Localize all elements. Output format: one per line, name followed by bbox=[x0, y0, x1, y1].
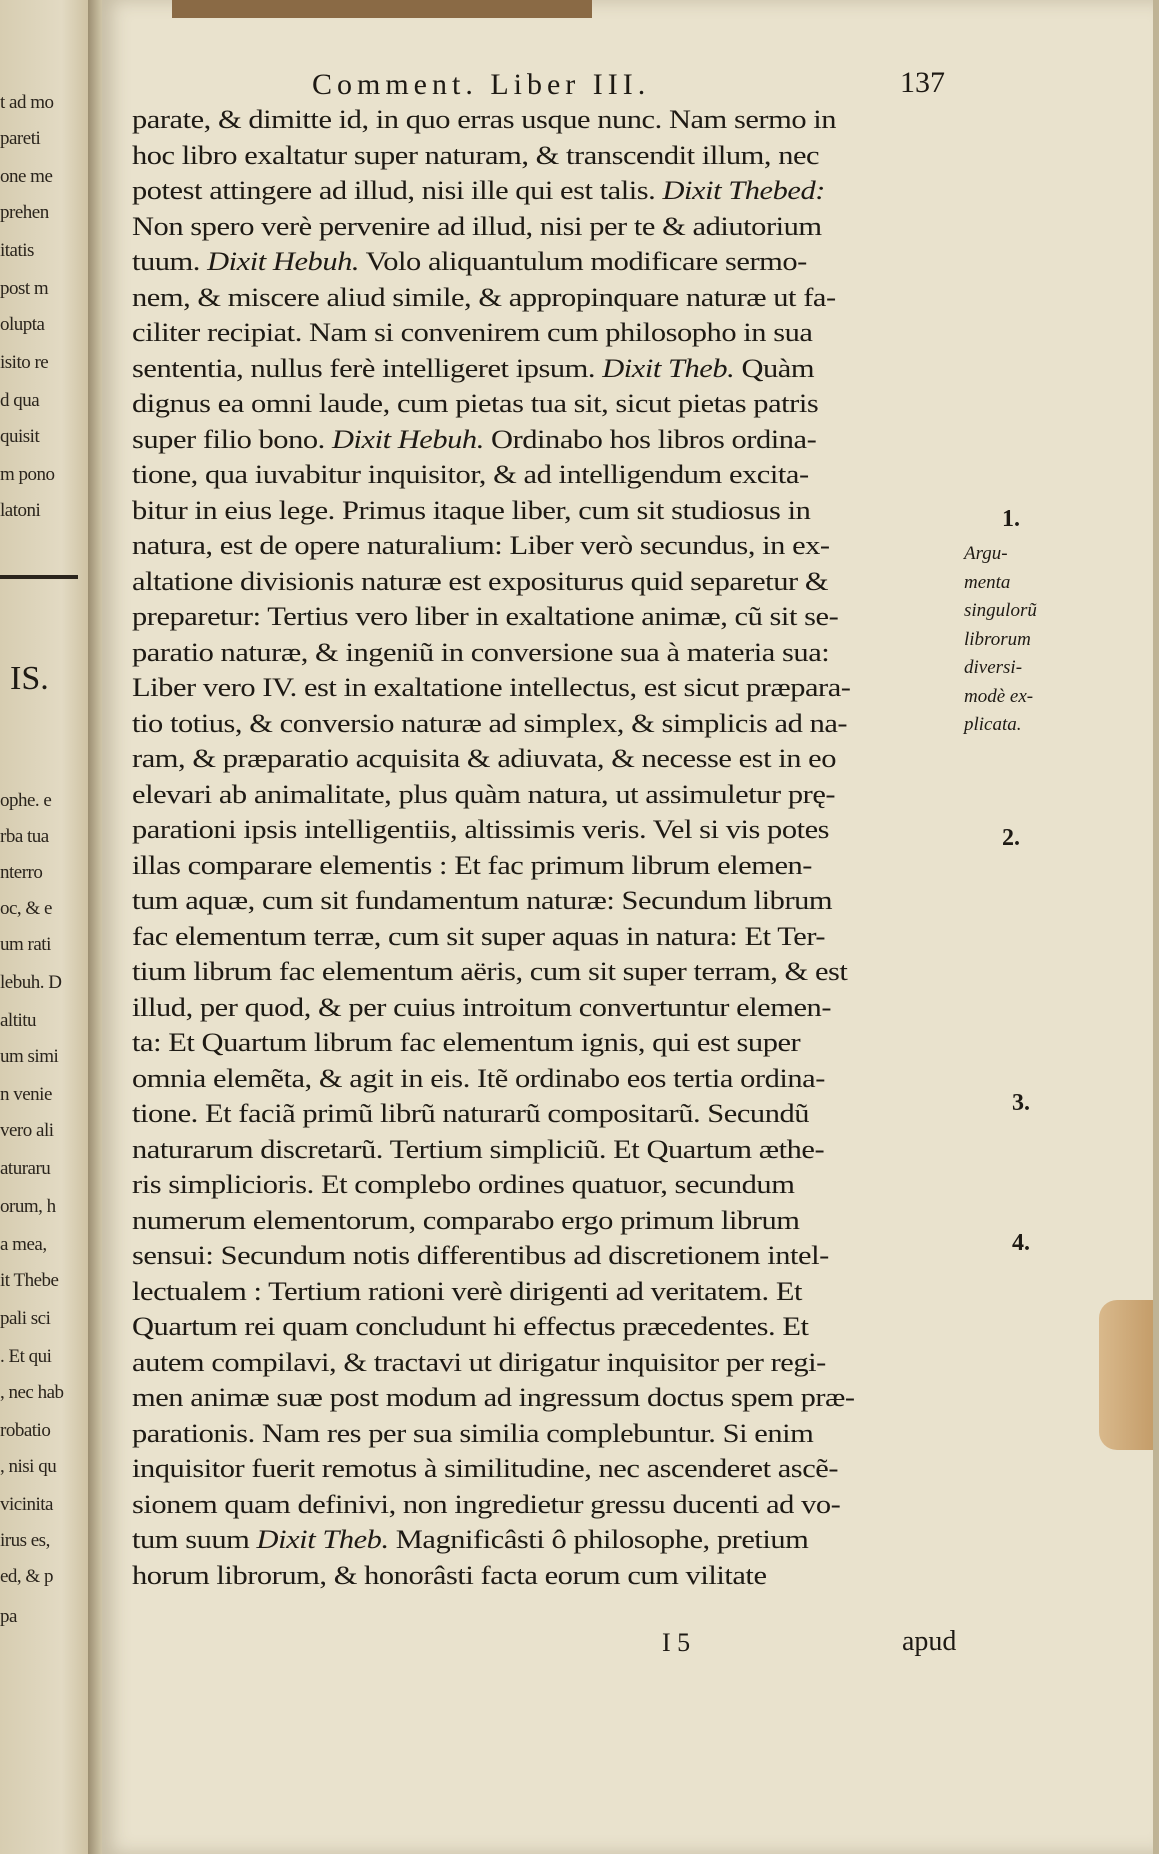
text-line bbox=[132, 1416, 1110, 1452]
text-segment: fac elementum terræ, cum sit super aquas in natura: Et Ter- bbox=[132, 920, 826, 951]
facing-page-fragment: it Thebe bbox=[0, 1270, 59, 1291]
text-line bbox=[132, 386, 1110, 422]
marginal-note-line: modè ex- bbox=[964, 685, 1034, 707]
book-gutter bbox=[88, 0, 102, 1854]
text-line bbox=[132, 244, 1110, 280]
facing-page-fragment: robatio bbox=[0, 1420, 51, 1441]
text-segment: autem compilavi, & tractavi ut dirigatur inquisitor per regi- bbox=[132, 1346, 826, 1377]
text-segment: tuum. bbox=[132, 246, 208, 276]
text-segment: illas comparare elementis : Et fac primum librum elemen- bbox=[132, 849, 812, 880]
facing-page-fragment: nterro bbox=[0, 862, 43, 883]
text-line bbox=[132, 919, 1110, 955]
text-line bbox=[132, 351, 1110, 387]
margin-number: 2. bbox=[1002, 825, 1020, 851]
text-line bbox=[132, 635, 1110, 671]
facing-page-fragment: latoni bbox=[0, 500, 41, 521]
text-line bbox=[132, 1380, 1110, 1416]
text-segment: super filio bono. bbox=[132, 423, 332, 454]
text-line bbox=[132, 1238, 1110, 1274]
text-line bbox=[132, 812, 1110, 848]
facing-page-fragment: one me bbox=[0, 166, 53, 187]
facing-page-fragment: pa bbox=[0, 1606, 17, 1627]
text-line bbox=[132, 1096, 1110, 1132]
speaker-name: Dixit Thebed: bbox=[662, 175, 825, 205]
catchword: apud bbox=[902, 1626, 957, 1657]
facing-page-fragment: pareti bbox=[0, 128, 41, 149]
facing-page-fragment: vicinita bbox=[0, 1494, 53, 1515]
text-line bbox=[132, 1061, 1110, 1097]
facing-page-fragment: prehen bbox=[0, 202, 49, 223]
margin-number: 3. bbox=[1012, 1090, 1030, 1116]
text-line bbox=[132, 1522, 1110, 1558]
text-segment: horum librorum, & honorâsti facta eorum cum vilitate bbox=[132, 1559, 767, 1590]
facing-page-fragment: pali sci bbox=[0, 1308, 51, 1329]
text-segment: Volo aliquantulum modificare sermo- bbox=[359, 246, 807, 276]
facing-page-fragment: ed, & p bbox=[0, 1566, 53, 1587]
text-line bbox=[132, 706, 1110, 742]
text-line bbox=[132, 209, 1110, 245]
text-segment: inquisitor fuerit remotus à similitudine, nec ascenderet ascẽ- bbox=[132, 1453, 839, 1483]
text-segment: ris simplicioris. Et complebo ordines quatuor, secundum bbox=[132, 1169, 795, 1199]
binding-stripe bbox=[172, 0, 592, 18]
page-number: 137 bbox=[900, 66, 945, 99]
text-line bbox=[132, 670, 1110, 706]
facing-page-fragment: m pono bbox=[0, 464, 55, 485]
text-segment: Magnificâsti ô philosophe, pretium bbox=[388, 1524, 809, 1554]
facing-page-fragment: d qua bbox=[0, 390, 40, 411]
text-segment: altatione divisionis naturæ est expositurus quid separetur & bbox=[132, 565, 829, 596]
text-line bbox=[132, 599, 1110, 635]
marginal-note-line: diversi- bbox=[964, 657, 1023, 678]
text-segment: tium librum fac elementum aëris, cum sit super terram, & est bbox=[132, 956, 848, 986]
marginal-note-line: plicata. bbox=[964, 714, 1022, 735]
text-segment: sensui: Secundum notis differentibus ad discretionem intel- bbox=[132, 1240, 829, 1270]
marginal-note-line: menta bbox=[964, 571, 1011, 593]
facing-page-fragment: quisit bbox=[0, 426, 40, 447]
text-segment: preparetur: Tertius vero liber in exaltatione animæ, cũ sit se- bbox=[132, 601, 839, 631]
page-edge bbox=[1153, 0, 1159, 1854]
facing-page-fragment: ophe. e bbox=[0, 790, 52, 811]
text-segment: numerum elementorum, comparabo ergo primum librum bbox=[132, 1204, 800, 1235]
text-segment: potest attingere ad illud, nisi ille qui est talis. bbox=[132, 175, 663, 205]
facing-page-fragment: a mea, bbox=[0, 1234, 47, 1255]
text-line bbox=[132, 1025, 1110, 1061]
text-segment: ram, & præparatio acquisita & adiuvata, & necesse est in eo bbox=[132, 743, 837, 773]
text-line bbox=[132, 1309, 1110, 1345]
facing-page-fragment: irus es, bbox=[0, 1530, 50, 1551]
facing-page-rule bbox=[0, 575, 78, 579]
text-line bbox=[132, 777, 1110, 813]
text-segment: tum suum bbox=[132, 1524, 257, 1554]
speaker-name: Dixit Theb. bbox=[256, 1524, 389, 1554]
facing-page-heading: IS. bbox=[10, 660, 49, 697]
facing-page-fragment: olupta bbox=[0, 314, 45, 335]
text-segment: parationi ipsis intelligentiis, altissimis veris. Vel si vis potes bbox=[132, 814, 830, 844]
text-segment: hoc libro exaltatur super naturam, & transcendit illum, nec bbox=[132, 139, 820, 170]
signature-mark: I 5 bbox=[662, 1628, 691, 1657]
text-line bbox=[132, 1167, 1110, 1203]
text-segment: bitur in eius lege. Primus itaque liber, cum sit studiosus in bbox=[132, 494, 811, 525]
facing-page-fragment: post m bbox=[0, 278, 49, 299]
text-line bbox=[132, 1203, 1110, 1239]
text-line bbox=[132, 564, 1110, 600]
text-line bbox=[132, 1132, 1110, 1168]
text-segment: parate, & dimitte id, in quo erras usque nunc. Nam sermo in bbox=[132, 104, 837, 134]
margin-number: 1. bbox=[1002, 506, 1020, 532]
text-line bbox=[132, 102, 1110, 138]
text-segment: tione. Et faciã primũ librũ naturarũ compositarũ. Secundũ bbox=[132, 1098, 810, 1128]
text-segment: sententia, nullus ferè intelligeret ipsum. bbox=[132, 352, 603, 383]
text-segment: men animæ suæ post modum ad ingressum doctus spem præ- bbox=[132, 1382, 855, 1412]
text-segment: ta: Et Quartum librum fac elementum ignis, qui est super bbox=[132, 1027, 801, 1057]
text-segment: illud, per quod, & per cuius introitum convertuntur elemen- bbox=[132, 991, 832, 1022]
book-page bbox=[102, 0, 1159, 1854]
facing-page-fragment: isito re bbox=[0, 352, 49, 373]
text-segment: natura, est de opere naturalium: Liber verò secundus, in ex- bbox=[132, 530, 830, 560]
text-segment: Liber vero IV. est in exaltatione intellectus, est sicut præpara- bbox=[132, 672, 851, 702]
facing-page-fragment: aturaru bbox=[0, 1158, 51, 1179]
facing-page-fragment: itatis bbox=[0, 240, 34, 261]
facing-page-fragment: . Et qui bbox=[0, 1346, 52, 1367]
text-segment: tione, qua iuvabitur inquisitor, & ad intelligendum excita- bbox=[132, 459, 809, 489]
text-segment: tio totius, & conversio naturæ ad simplex, & simplicis ad na- bbox=[132, 707, 848, 738]
text-line bbox=[132, 990, 1110, 1026]
text-line bbox=[132, 1345, 1110, 1381]
bookmark-tab bbox=[1099, 1300, 1159, 1450]
text-segment: elevari ab animalitate, plus quàm natura, ut assimuletur prę- bbox=[132, 778, 836, 809]
text-line bbox=[132, 1274, 1110, 1310]
text-segment: Ordinabo hos libros ordina- bbox=[483, 423, 817, 454]
facing-page-fragment: um simi bbox=[0, 1046, 59, 1067]
text-segment: dignus ea omni laude, cum pietas tua sit, sicut pietas patris bbox=[132, 388, 819, 418]
text-segment: nem, & miscere aliud simile, & appropinquare naturæ ut fa- bbox=[132, 281, 836, 312]
text-segment: Quartum rei quam concludunt hi effectus præcedentes. Et bbox=[132, 1311, 809, 1341]
speaker-name: Dixit Hebuh. bbox=[207, 246, 360, 276]
facing-page-fragment: lebuh. D bbox=[0, 972, 62, 993]
marginal-note-line: Argu- bbox=[964, 543, 1008, 564]
facing-page-fragment: oc, & e bbox=[0, 898, 52, 919]
marginal-note-line: librorum bbox=[964, 628, 1031, 650]
text-line bbox=[132, 315, 1110, 351]
text-line bbox=[132, 138, 1110, 174]
text-line bbox=[132, 1558, 1110, 1594]
text-line bbox=[132, 422, 1110, 458]
text-segment: naturarum discretarũ. Tertium simpliciũ. Et Quartum æthe- bbox=[132, 1133, 825, 1164]
body-text bbox=[132, 102, 982, 1593]
text-segment: lectualem : Tertium rationi verè dirigenti ad veritatem. Et bbox=[132, 1275, 803, 1306]
text-segment: sionem quam definivi, non ingredietur gressu ducenti ad vo- bbox=[132, 1488, 841, 1519]
text-segment: paratio naturæ, & ingeniũ in conversione sua à materia sua: bbox=[132, 636, 830, 667]
facing-page-fragment: vero ali bbox=[0, 1120, 54, 1141]
text-line bbox=[132, 741, 1110, 777]
text-segment: parationis. Nam res per sua similia complebuntur. Si enim bbox=[132, 1417, 814, 1448]
speaker-name: Dixit Hebuh. bbox=[331, 423, 484, 454]
text-segment: ciliter recipiat. Nam si convenirem cum philosopho in sua bbox=[132, 317, 813, 347]
facing-page-fragment: um rati bbox=[0, 934, 51, 955]
text-line bbox=[132, 954, 1110, 990]
speaker-name: Dixit Theb. bbox=[602, 352, 735, 383]
facing-page bbox=[0, 0, 88, 1854]
marginal-note-line: singulorũ bbox=[964, 600, 1037, 621]
text-segment: tum aquæ, cum sit fundamentum naturæ: Secundum librum bbox=[132, 885, 833, 915]
facing-page-fragment: , nisi qu bbox=[0, 1456, 57, 1477]
marginal-note bbox=[964, 540, 1074, 740]
facing-page-fragment: altitu bbox=[0, 1010, 37, 1031]
running-head: Comment. Liber III. bbox=[312, 68, 651, 101]
text-line bbox=[132, 280, 1110, 316]
facing-page-fragment: t ad mo bbox=[0, 92, 54, 113]
facing-page-fragment: rba tua bbox=[0, 826, 49, 847]
text-line bbox=[132, 173, 1110, 209]
text-line bbox=[132, 848, 1110, 884]
facing-page-fragment: n venie bbox=[0, 1084, 52, 1105]
text-segment: omnia elemẽta, & agit in eis. Itẽ ordinabo eos tertia ordina- bbox=[132, 1062, 825, 1093]
text-segment: Non spero verè pervenire ad illud, nisi per te & adiutorium bbox=[132, 210, 822, 241]
margin-number: 4. bbox=[1012, 1230, 1030, 1256]
text-line bbox=[132, 493, 1110, 529]
facing-page-fragment: orum, h bbox=[0, 1196, 56, 1217]
text-line bbox=[132, 528, 1110, 564]
text-line bbox=[132, 457, 1110, 493]
text-line bbox=[132, 1451, 1110, 1487]
text-line bbox=[132, 883, 1110, 919]
text-line bbox=[132, 1487, 1110, 1523]
facing-page-fragment: , nec hab bbox=[0, 1382, 64, 1403]
text-segment: Quàm bbox=[734, 352, 815, 383]
